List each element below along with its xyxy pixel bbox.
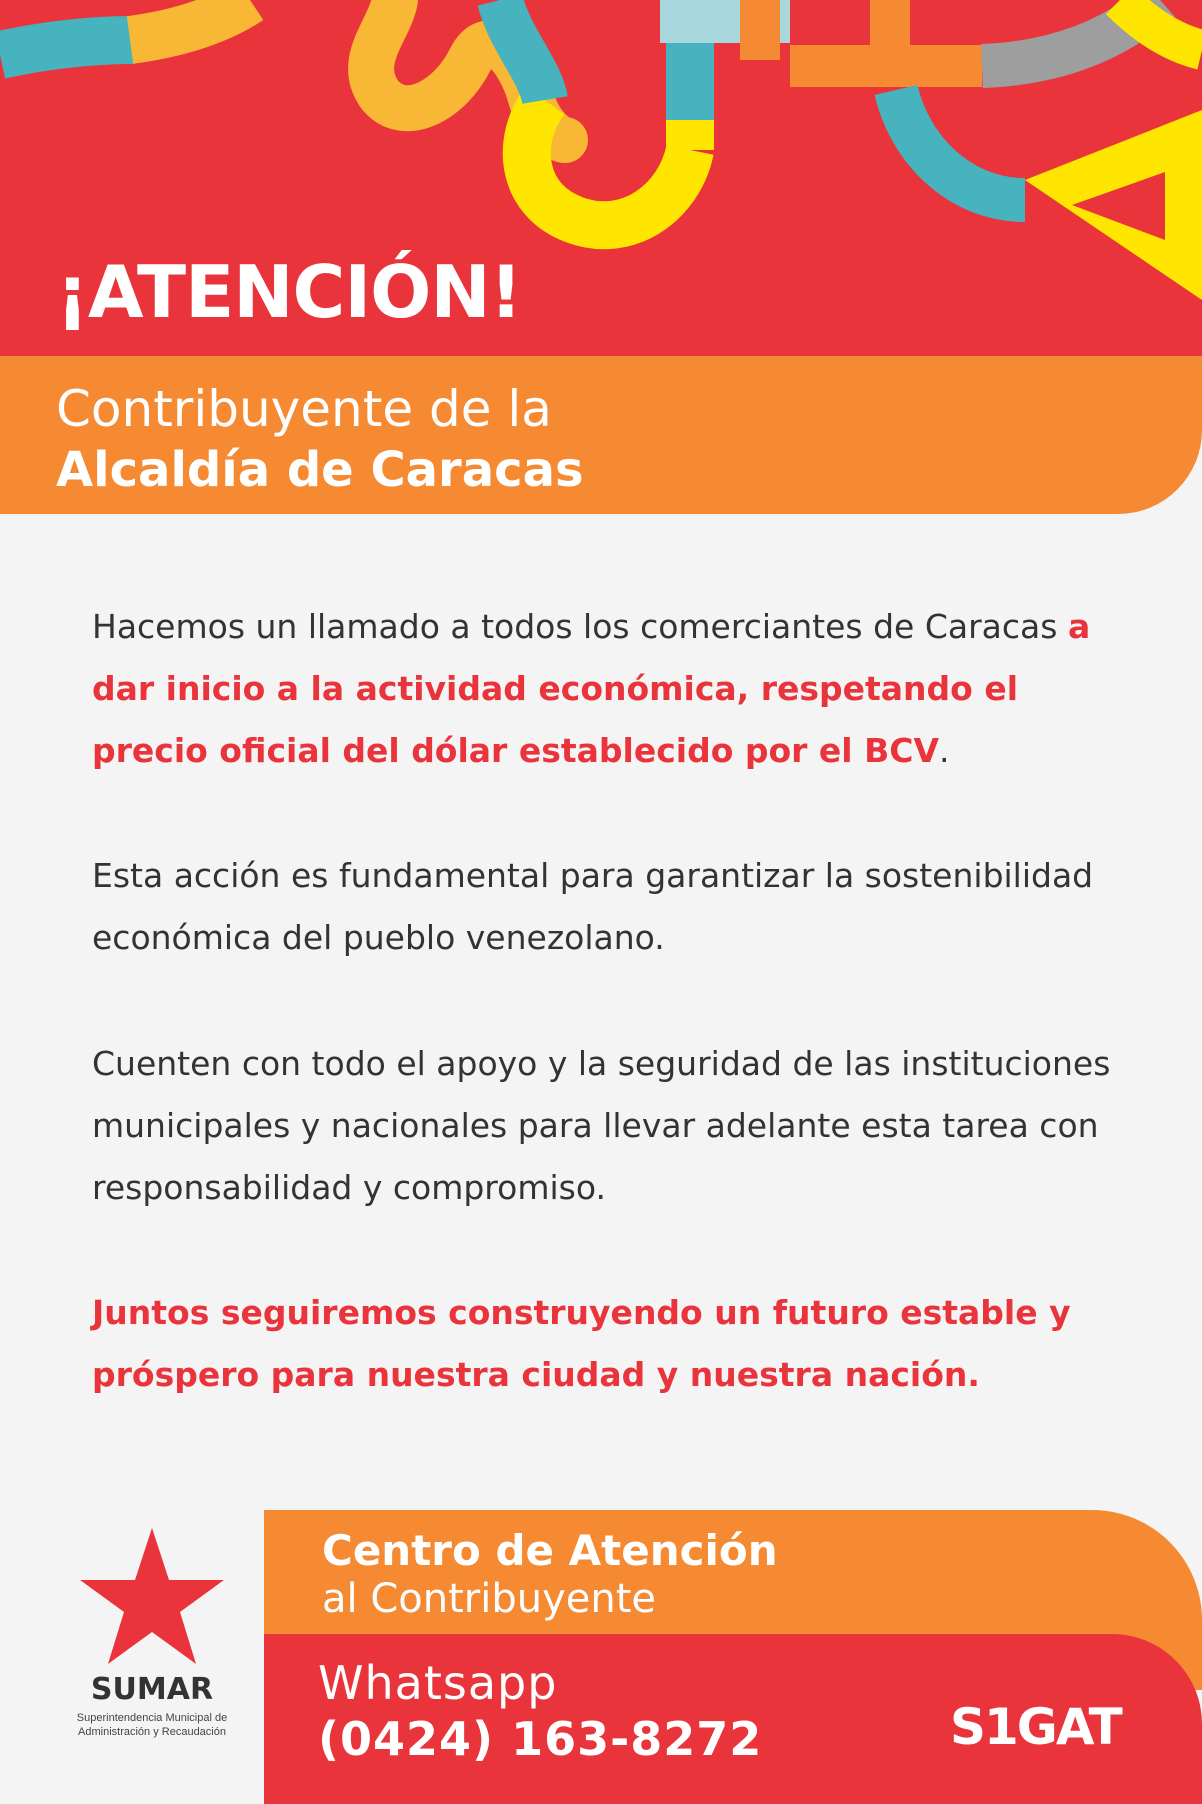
page-title: ¡ATENCIÓN! — [56, 250, 522, 334]
whatsapp-number[interactable]: (0424) 163-8272 — [318, 1712, 763, 1766]
paragraph-closing: Juntos seguiremos construyendo un futuro estable y próspero para nuestra ciudad y nuestra nación. — [92, 1293, 1071, 1394]
paragraph-importance: Esta acción es fundamental para garantizar la sostenibilidad económica del pueblo venezolano. — [92, 856, 1094, 957]
header-banner — [0, 0, 1202, 360]
paragraph-support: Cuenten con todo el apoyo y la seguridad de las instituciones municipales y nacionales para llevar adelante esta tarea con responsabilidad y compromiso. — [92, 1044, 1111, 1207]
subtitle-line-1: Contribuyente de la — [56, 380, 552, 438]
center-title-line-1: Centro de Atención — [322, 1526, 778, 1575]
subtitle-line-2: Alcaldía de Caracas — [56, 442, 584, 498]
sigat-brand: S1GAT — [950, 1698, 1121, 1756]
logo-subtitle: Superintendencia Municipal de Administración y Recaudación — [76, 1712, 228, 1738]
red-star-icon — [78, 1528, 226, 1666]
paragraph-intro: Hacemos un llamado a todos los comerciantes de Caracas — [92, 607, 1058, 646]
paragraph-period: . — [939, 731, 950, 770]
center-title-line-2: al Contribuyente — [322, 1576, 657, 1622]
sumar-logo — [52, 1528, 252, 1748]
whatsapp-label: Whatsapp — [318, 1656, 558, 1710]
logo-name: SUMAR — [90, 1672, 214, 1707]
paragraph-highlight: a dar inicio a la actividad económica, respetando el precio oficial del dólar establecido por el BCV — [92, 607, 1091, 770]
paragraph-call-to-action — [92, 596, 1122, 782]
